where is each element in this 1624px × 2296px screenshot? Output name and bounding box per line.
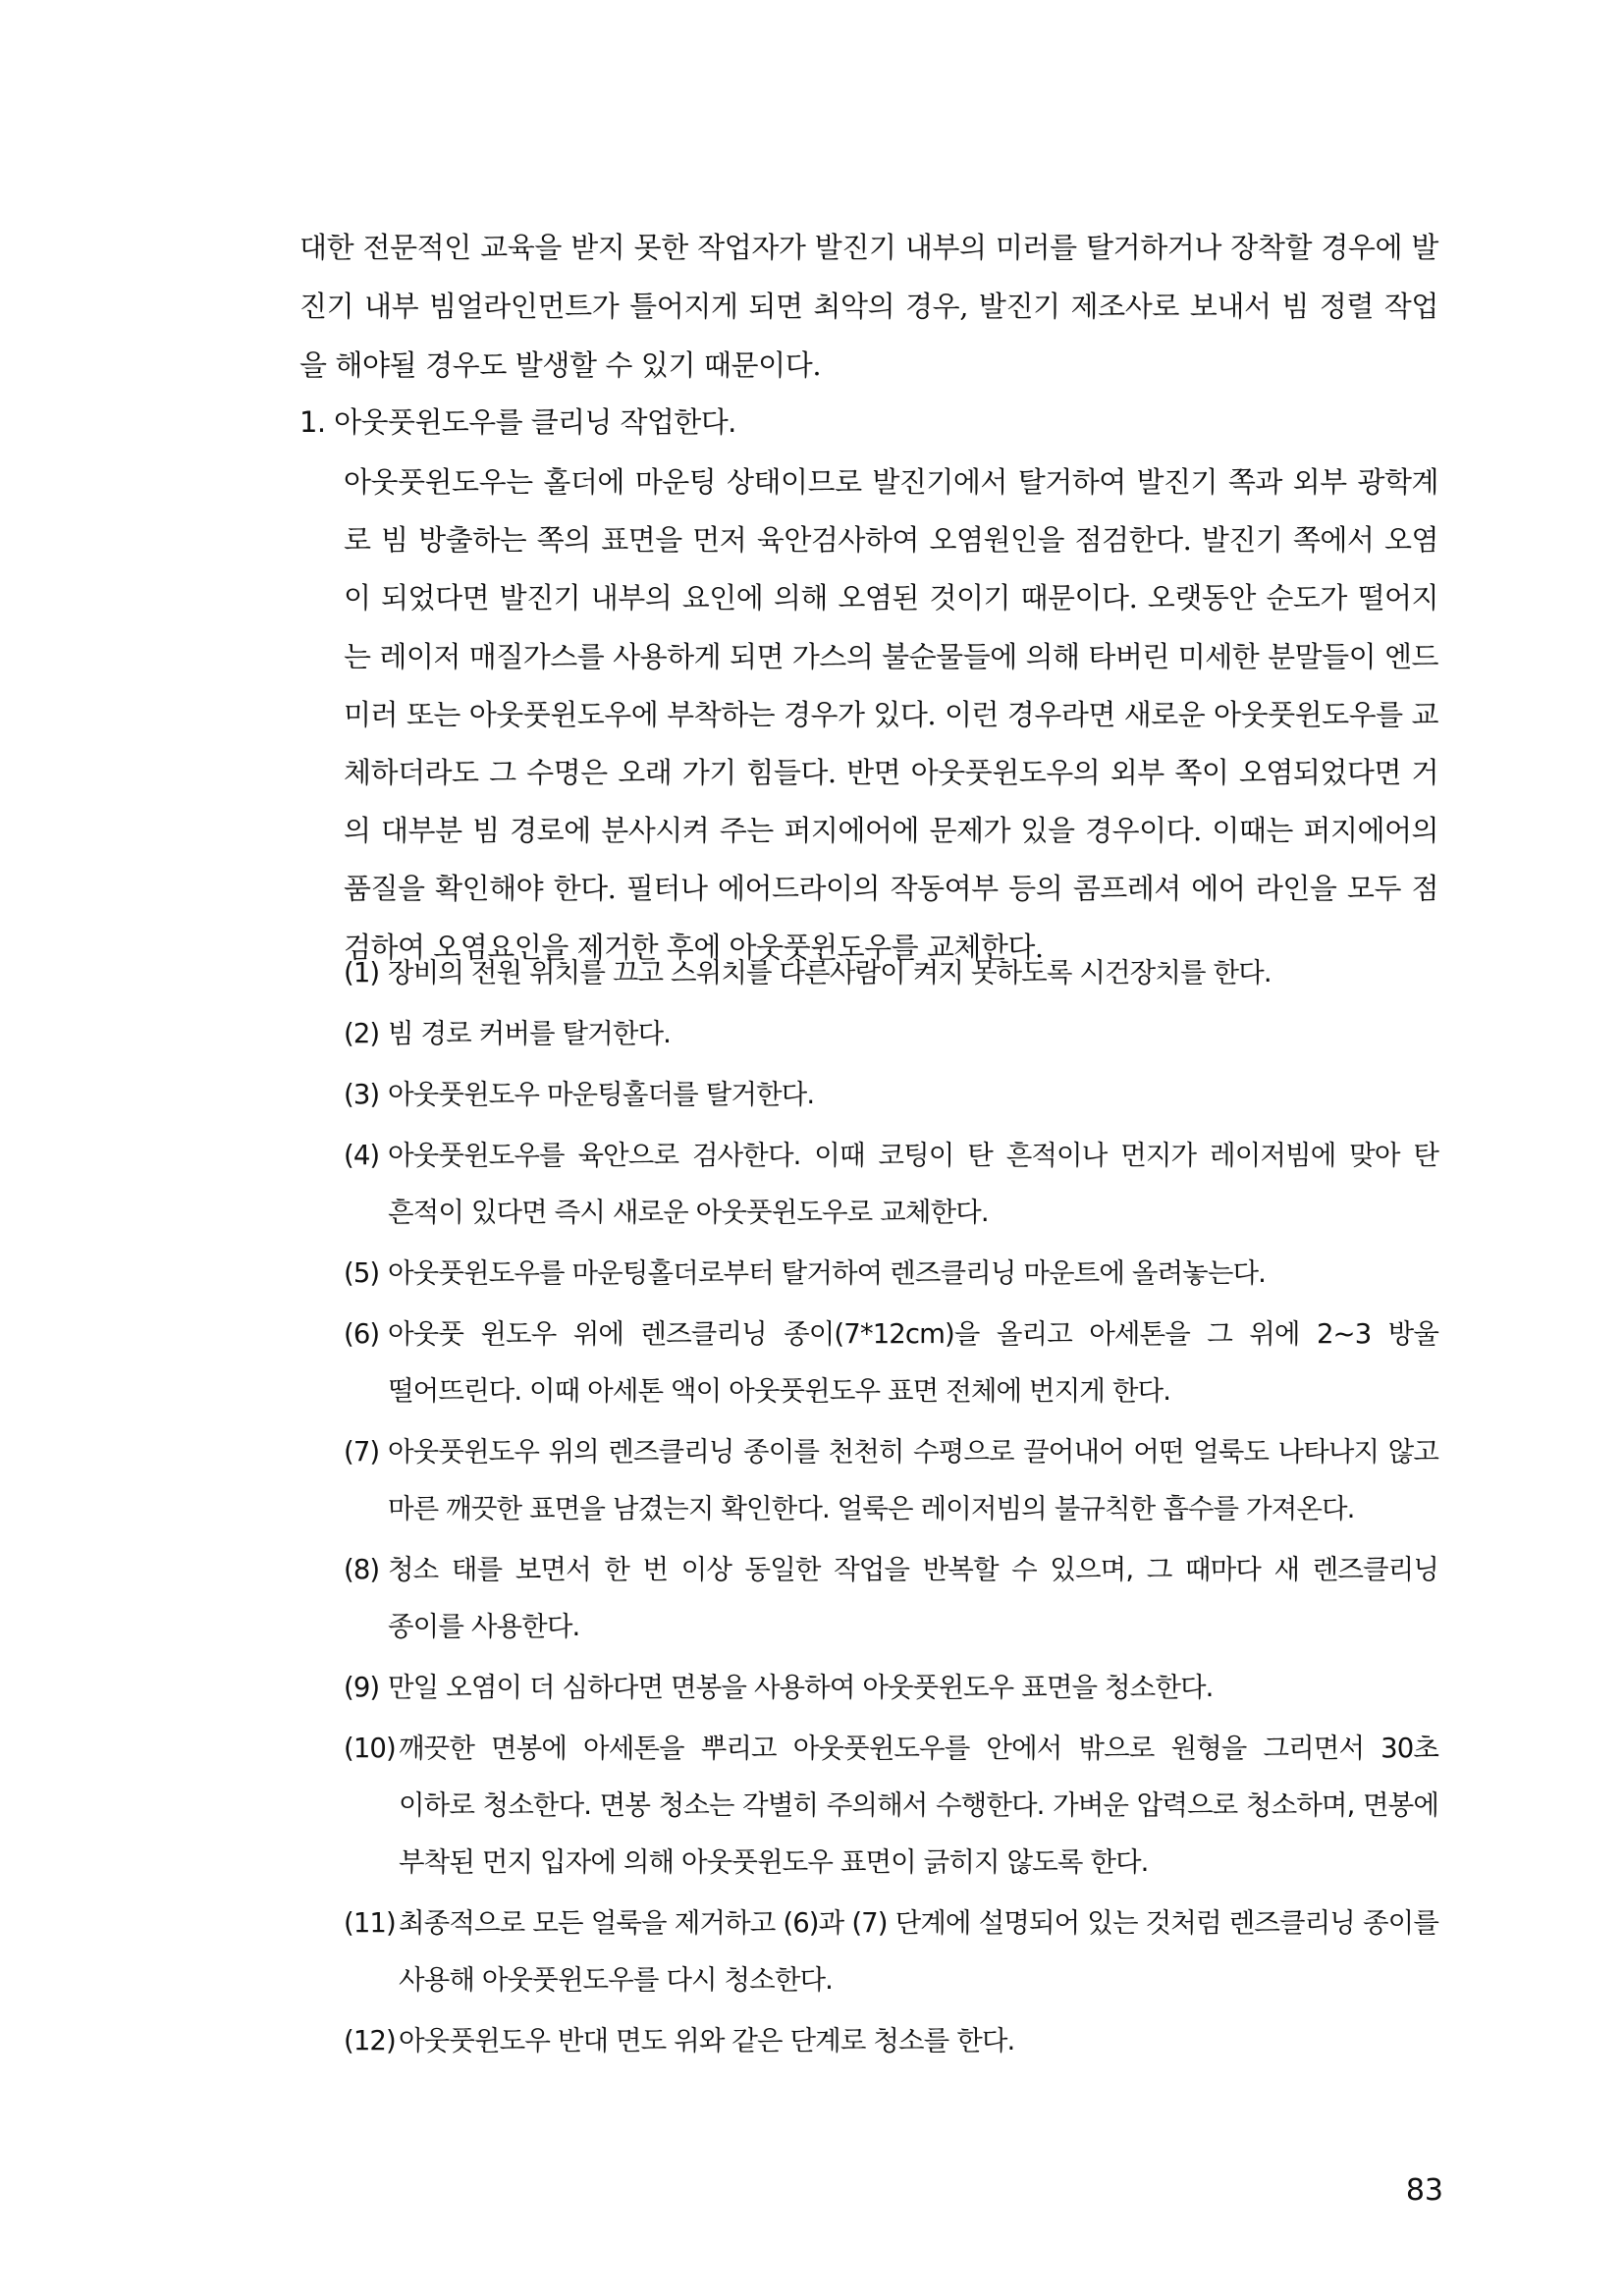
step-text: 아웃풋윈도우를 육안으로 검사한다. 이때 코팅이 탄 흔적이나 먼지가 레이저빔에 맞아 탄 흔적이 있다면 즉시 새로운 아웃풋윈도우로 교체한다.: [388, 1140, 1438, 1228]
section-body-paragraph: 아웃풋윈도우는 홀더에 마운팅 상태이므로 발진기에서 탈거하여 발진기 쪽과 외부 광학계로 빔 방출하는 쪽의 표면을 먼저 육안검사하여 오염원인을 점검한다. 발진기 쪽에서 오염이 되었다면 발진기 내부의 요인에 의해 오염된 것이기 때문이다. 오랫동안 순도가 떨어지는 레이저 매질가스를 사용하게 되면 가스의 불순물들에 의해 타버린 미세한 분말들이 엔드미러 또는 아웃풋윈도우에 부착하는 경우가 있다. 이런 경우라면 새로운 아웃풋윈도우를 교체하더라도 그 수명은 오래 가기 힘들다. 반면 아웃풋윈도우의 외부 쪽이 오염되었다면 거의 대부분 빔 경로에 분사시켜 주는 퍼지에어에 문제가 있을 경우이다. 이때는 퍼지에어의 품질을 확인해야 한다. 필터나 에어드라이의 작동여부 등의 콤프레셔 에어 라인을 모두 점검하여 오염요인을 제거한 후에 아웃풋윈도우를 교체한다.: [344, 465, 1438, 964]
step-text: 빔 경로 커버를 탈거한다.: [388, 1018, 672, 1049]
procedure-step: [344, 1659, 1438, 1716]
step-text: 최종적으로 모든 얼룩을 제거하고 (6)과 (7) 단계에 설명되어 있는 것처럼 렌즈클리닝 종이를 사용해 아웃풋윈도우를 다시 청소한다.: [399, 1907, 1438, 1996]
procedure-step: [344, 1895, 1438, 2008]
procedure-step: [344, 1245, 1438, 1302]
step-number: (3): [344, 1079, 380, 1110]
procedure-step: [344, 1066, 1438, 1123]
step-number: (6): [344, 1318, 380, 1350]
step-number: (11): [344, 1907, 396, 1939]
step-number: (12): [344, 2025, 396, 2056]
procedure-step: [344, 1127, 1438, 1241]
step-number: (8): [344, 1554, 380, 1585]
procedure-step: [344, 944, 1438, 1001]
step-text: 만일 오염이 더 심하다면 면봉을 사용하여 아웃풋윈도우 표면을 청소한다.: [388, 1672, 1214, 1703]
procedure-step: [344, 1720, 1438, 1891]
step-number: (5): [344, 1257, 380, 1289]
procedure-steps-list: [344, 944, 1438, 2073]
step-number: (4): [344, 1140, 380, 1171]
step-text: 아웃풋 윈도우 위에 렌즈클리닝 종이(7*12cm)을 올리고 아세톤을 그 위에 2~3 방울 떨어뜨린다. 이때 아세톤 액이 아웃풋윈도우 표면 전체에 번지게 한다.: [388, 1318, 1438, 1407]
step-text: 아웃풋윈도우 위의 렌즈클리닝 종이를 천천히 수평으로 끌어내어 어떤 얼룩도 나타나지 않고 마른 깨끗한 표면을 남겼는지 확인한다. 얼룩은 레이저빔의 불규칙한 흡수를 가져온다.: [388, 1436, 1438, 1524]
step-text: 장비의 전원 위치를 끄고 스위치를 다른사람이 켜지 못하도록 시건장치를 한다.: [388, 957, 1272, 988]
page-number: 83: [1405, 2173, 1443, 2208]
step-text: 아웃풋윈도우 반대 면도 위와 같은 단계로 청소를 한다.: [399, 2025, 1015, 2056]
step-number: (2): [344, 1018, 380, 1049]
step-text: 아웃풋윈도우를 마운팅홀더로부터 탈거하여 렌즈클리닝 마운트에 올려놓는다.: [388, 1257, 1266, 1289]
step-number: (10): [344, 1733, 396, 1764]
procedure-step: [344, 2012, 1438, 2069]
step-text: 깨끗한 면봉에 아세톤을 뿌리고 아웃풋윈도우를 안에서 밖으로 원형을 그리면서 30초 이하로 청소한다. 면봉 청소는 각별히 주의해서 수행한다. 가벼운 압력으로 청소하며, 면봉에 부착된 먼지 입자에 의해 아웃풋윈도우 표면이 긁히지 않도록 한다.: [399, 1733, 1438, 1878]
step-text: 아웃풋윈도우 마운팅홀더를 탈거한다.: [388, 1079, 815, 1110]
procedure-step: [344, 1306, 1438, 1419]
step-number: (1): [344, 957, 380, 988]
procedure-step: [344, 1541, 1438, 1655]
step-number: (9): [344, 1672, 380, 1703]
step-text: 청소 태를 보면서 한 번 이상 동일한 작업을 반복할 수 있으며, 그 때마다 새 렌즈클리닝 종이를 사용한다.: [388, 1554, 1438, 1642]
intro-paragraph: 대한 전문적인 교육을 받지 못한 작업자가 발진기 내부의 미러를 탈거하거나 장착할 경우에 발진기 내부 빔얼라인먼트가 틀어지게 되면 최악의 경우, 발진기 제조사로 보내서 빔 정렬 작업을 해야될 경우도 발생할 수 있기 때문이다.: [299, 231, 1438, 382]
step-number: (7): [344, 1436, 380, 1468]
procedure-step: [344, 1423, 1438, 1537]
section-heading: 1. 아웃풋윈도우를 클리닝 작업한다.: [299, 405, 736, 439]
procedure-step: [344, 1005, 1438, 1062]
